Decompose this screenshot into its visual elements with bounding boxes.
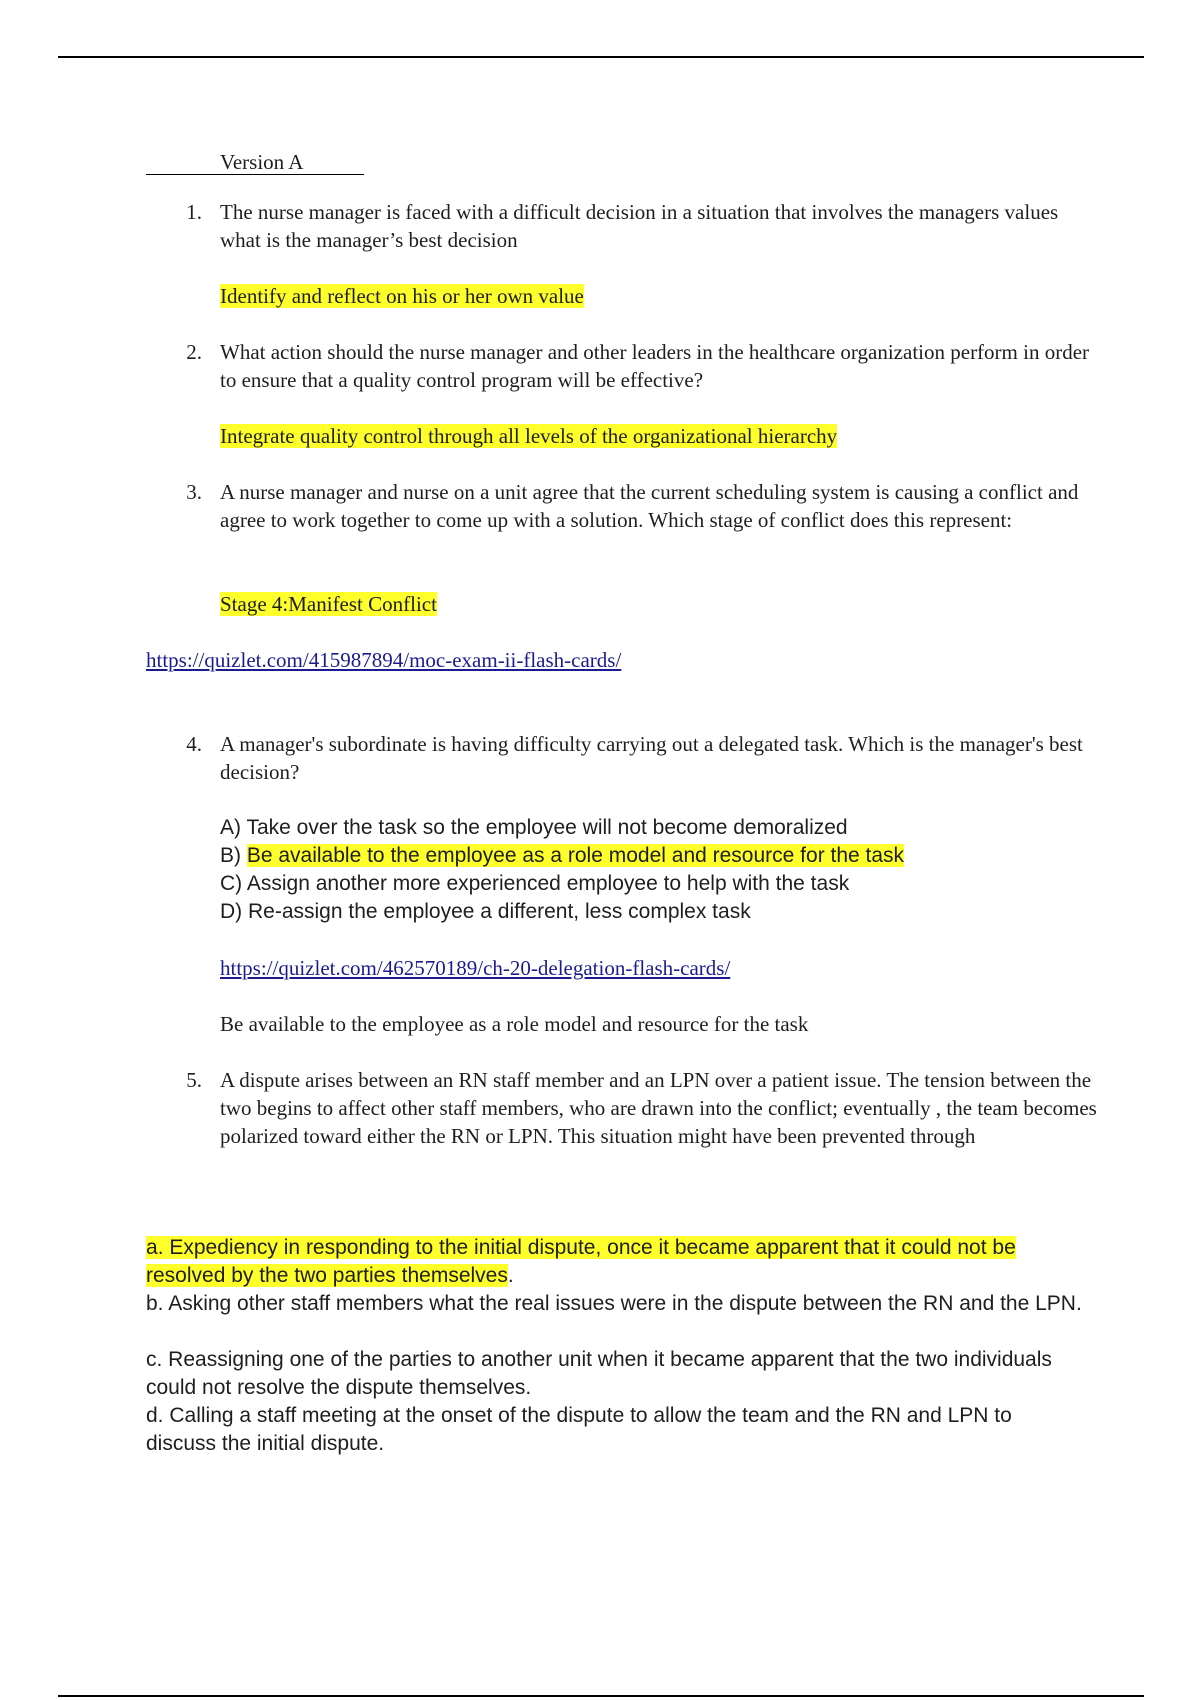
- question-5-option-a: a. Expediency in responding to the initial dispute, once it became apparent that it could not be resolved by the two parties themselves.: [146, 1236, 1016, 1287]
- answer-highlight: Stage 4:Manifest Conflict: [220, 592, 437, 616]
- question-3-answer: [220, 590, 437, 618]
- question-3-text: A nurse manager and nurse on a unit agree that the current scheduling system is causing a conflict and agree to work together to come up with a solution. Which stage of conflict does this represent:: [220, 480, 1079, 532]
- version-label: Version A: [220, 150, 304, 174]
- question-5-number: 5.: [186, 1068, 202, 1092]
- question-4-option-b: B) Be available to the employee as a role model and resource for the task: [220, 844, 905, 867]
- question-2-answer: [220, 422, 837, 450]
- quizlet-link-moc-text[interactable]: https://quizlet.com/415987894/moc-exam-ii-flash-cards/: [146, 648, 622, 672]
- question-2-number: 2.: [186, 340, 202, 364]
- question-5-text: A dispute arises between an RN staff member and an LPN over a patient issue. The tension between the two begins to affect other staff members, who are drawn into the conflict; eventually , the team becomes polarized toward either the RN or LPN. This situation might have been prevented through: [220, 1068, 1097, 1148]
- question-5-option-b: b. Asking other staff members what the real issues were in the dispute between the RN and the LPN.: [146, 1292, 1082, 1315]
- quizlet-link-delegation[interactable]: [220, 954, 730, 982]
- bottom-rule: [58, 1695, 1144, 1697]
- question-4-option-a: A) Take over the task so the employee will not become demoralized: [220, 816, 848, 839]
- answer-highlight: Be available to the employee as a role model and resource for the task: [246, 844, 905, 867]
- question-4-number: 4.: [186, 732, 202, 756]
- question-3-number: 3.: [186, 480, 202, 504]
- answer-highlight: Identify and reflect on his or her own value: [220, 284, 584, 308]
- question-4-answer-text: Be available to the employee as a role model and resource for the task: [220, 1012, 809, 1036]
- question-4-text: A manager's subordinate is having difficulty carrying out a delegated task. Which is the manager's best decision?: [220, 732, 1083, 784]
- top-rule: [58, 56, 1144, 58]
- answer-highlight: . Expediency in responding to the initial dispute, once it became apparent that it could not be resolved by the two parties themselves: [146, 1236, 1016, 1287]
- question-4-option-d: D) Re-assign the employee a different, less complex task: [220, 900, 751, 923]
- question-1-number: 1.: [186, 200, 202, 224]
- question-5-option-c: c. Reassigning one of the parties to another unit when it became apparent that the two individuals could not resolve the dispute themselves.: [146, 1348, 1052, 1399]
- question-1-answer: [220, 282, 584, 310]
- quizlet-link-moc[interactable]: [146, 646, 621, 674]
- question-2-text: What action should the nurse manager and other leaders in the healthcare organization perform in order to ensure that a quality control program will be effective?: [220, 340, 1090, 392]
- question-1-text: The nurse manager is faced with a difficult decision in a situation that involves the managers values what is the manager’s best decision: [220, 200, 1059, 252]
- question-4-option-c: C) Assign another more experienced employee to help with the task: [220, 872, 850, 895]
- quizlet-link-delegation-text[interactable]: https://quizlet.com/462570189/ch-20-delegation-flash-cards/: [220, 956, 731, 980]
- answer-highlight: Integrate quality control through all levels of the organizational hierarchy: [220, 424, 838, 448]
- question-5-option-d: d. Calling a staff meeting at the onset of the dispute to allow the team and the RN and LPN to discuss the initial dispute.: [146, 1404, 1012, 1455]
